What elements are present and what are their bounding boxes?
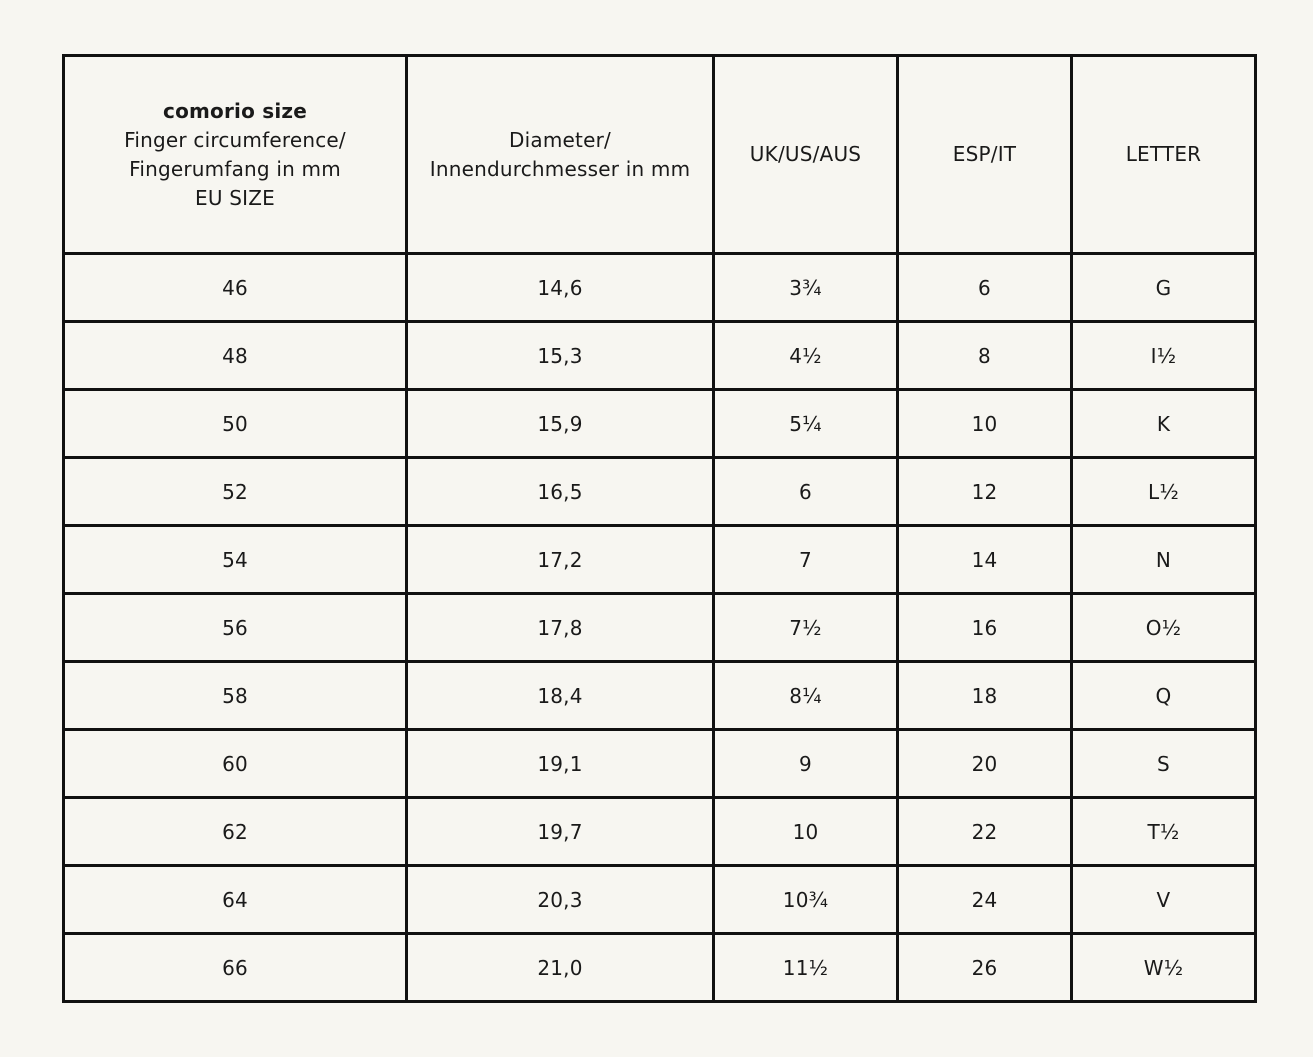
cell-esp-it: 24 [898, 866, 1072, 934]
cell-diameter: 19,1 [407, 730, 714, 798]
cell-diameter: 18,4 [407, 662, 714, 730]
cell-esp-it: 10 [898, 390, 1072, 458]
table-header [64, 56, 1256, 254]
cell-diameter: 21,0 [407, 934, 714, 1002]
table-row [64, 322, 1256, 390]
header-letter [1072, 56, 1256, 254]
header-line: Fingerumfang in mm [129, 156, 341, 181]
cell-letter: V [1072, 866, 1256, 934]
header-title: comorio size [163, 98, 307, 123]
table-row [64, 730, 1256, 798]
cell-eu-size: 50 [64, 390, 407, 458]
table-row [64, 594, 1256, 662]
cell-esp-it: 8 [898, 322, 1072, 390]
cell-uk-us-aus: 6 [714, 458, 898, 526]
header-esp-it [898, 56, 1072, 254]
header-row [64, 56, 1256, 254]
cell-uk-us-aus: 10 [714, 798, 898, 866]
cell-letter: L½ [1072, 458, 1256, 526]
header-line: Innendurchmesser in mm [429, 156, 691, 181]
cell-letter: S [1072, 730, 1256, 798]
cell-esp-it: 16 [898, 594, 1072, 662]
cell-diameter: 17,8 [407, 594, 714, 662]
cell-diameter: 15,9 [407, 390, 714, 458]
cell-letter: G [1072, 254, 1256, 322]
cell-eu-size: 52 [64, 458, 407, 526]
cell-uk-us-aus: 8¼ [714, 662, 898, 730]
cell-uk-us-aus: 5¼ [714, 390, 898, 458]
cell-esp-it: 12 [898, 458, 1072, 526]
cell-uk-us-aus: 9 [714, 730, 898, 798]
cell-eu-size: 60 [64, 730, 407, 798]
cell-diameter: 20,3 [407, 866, 714, 934]
cell-letter: I½ [1072, 322, 1256, 390]
table-row [64, 662, 1256, 730]
cell-letter: N [1072, 526, 1256, 594]
cell-letter: W½ [1072, 934, 1256, 1002]
cell-esp-it: 6 [898, 254, 1072, 322]
cell-uk-us-aus: 7½ [714, 594, 898, 662]
cell-esp-it: 14 [898, 526, 1072, 594]
cell-esp-it: 18 [898, 662, 1072, 730]
cell-eu-size: 58 [64, 662, 407, 730]
cell-eu-size: 48 [64, 322, 407, 390]
cell-esp-it: 26 [898, 934, 1072, 1002]
cell-esp-it: 22 [898, 798, 1072, 866]
table-row [64, 798, 1256, 866]
cell-diameter: 14,6 [407, 254, 714, 322]
table-row [64, 390, 1256, 458]
table-row [64, 458, 1256, 526]
table-row [64, 866, 1256, 934]
cell-uk-us-aus: 3¾ [714, 254, 898, 322]
header-line: Finger circumference/ [124, 127, 346, 152]
header-line: ESP/IT [952, 142, 1017, 166]
cell-eu-size: 62 [64, 798, 407, 866]
cell-diameter: 15,3 [407, 322, 714, 390]
header-line: LETTER [1125, 142, 1202, 166]
cell-esp-it: 20 [898, 730, 1072, 798]
cell-uk-us-aus: 7 [714, 526, 898, 594]
table-row [64, 254, 1256, 322]
cell-uk-us-aus: 4½ [714, 322, 898, 390]
header-uk-us-aus [714, 56, 898, 254]
cell-diameter: 19,7 [407, 798, 714, 866]
cell-eu-size: 46 [64, 254, 407, 322]
table-body [64, 254, 1256, 1002]
cell-letter: K [1072, 390, 1256, 458]
cell-eu-size: 56 [64, 594, 407, 662]
cell-letter: O½ [1072, 594, 1256, 662]
cell-uk-us-aus: 10¾ [714, 866, 898, 934]
cell-diameter: 16,5 [407, 458, 714, 526]
cell-eu-size: 64 [64, 866, 407, 934]
header-line: UK/US/AUS [749, 142, 862, 166]
cell-diameter: 17,2 [407, 526, 714, 594]
cell-uk-us-aus: 11½ [714, 934, 898, 1002]
header-diameter [407, 56, 714, 254]
table-row [64, 526, 1256, 594]
header-eu-size [64, 56, 407, 254]
cell-letter: T½ [1072, 798, 1256, 866]
table-row [64, 934, 1256, 1002]
ring-size-table [62, 54, 1257, 1003]
header-line: EU SIZE [195, 185, 275, 210]
header-line: Diameter/ [509, 127, 611, 152]
cell-eu-size: 54 [64, 526, 407, 594]
cell-eu-size: 66 [64, 934, 407, 1002]
cell-letter: Q [1072, 662, 1256, 730]
